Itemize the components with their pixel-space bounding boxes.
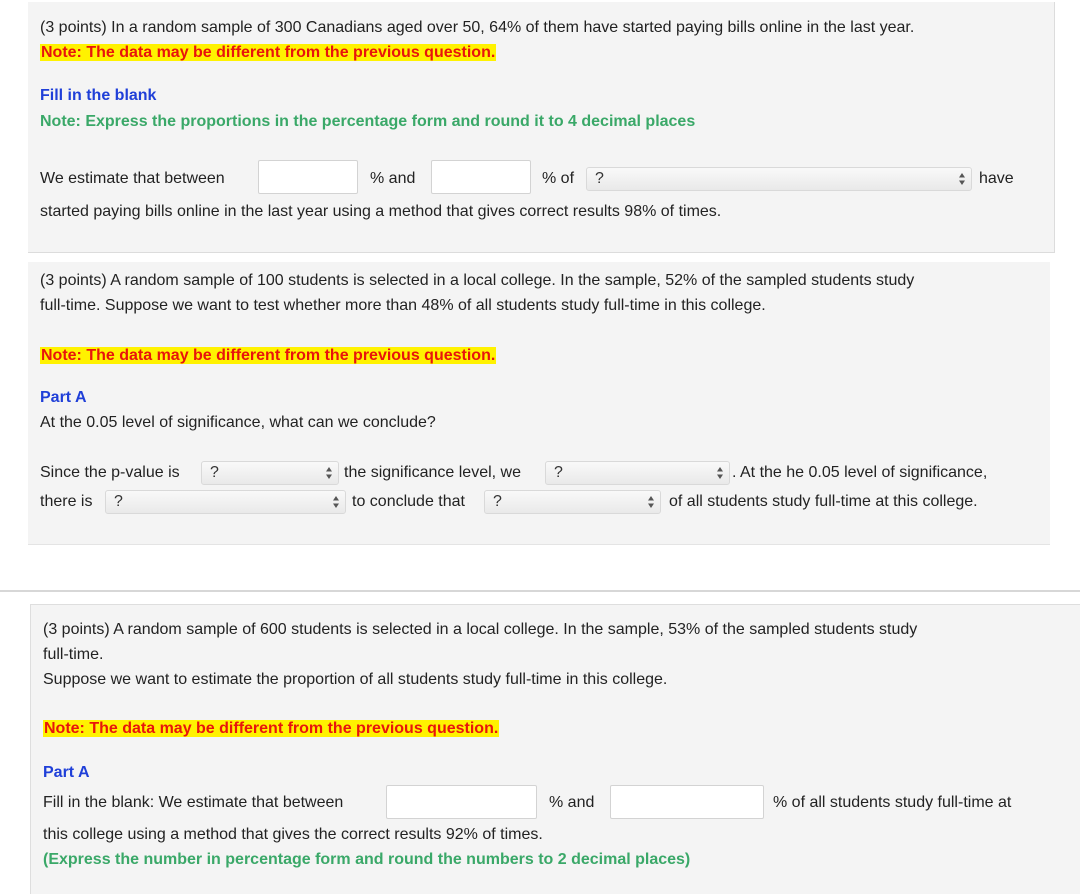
q2-since: Since the p-value is bbox=[40, 464, 180, 481]
q1-pct-and: % and bbox=[370, 170, 416, 187]
q2-pvalue-compare-select[interactable] bbox=[201, 461, 339, 485]
q1-population-select[interactable] bbox=[586, 167, 972, 191]
q1-have: have bbox=[979, 170, 1014, 187]
q3-fill-start: Fill in the blank: We estimate that between bbox=[43, 794, 344, 811]
updown-arrows-icon bbox=[325, 466, 333, 480]
q2-prompt-line2: full-time. Suppose we want to test whether more than 48% of all students study full-time in this college. bbox=[40, 297, 766, 314]
q2-at-level: . At the he 0.05 level of significance, bbox=[732, 464, 988, 481]
q2-decision-select[interactable] bbox=[545, 461, 730, 485]
q2-decision-select-value: ? bbox=[554, 464, 563, 481]
q2-evidence-select-value: ? bbox=[114, 493, 123, 510]
q1-pct-of: % of bbox=[542, 170, 575, 187]
updown-arrows-icon bbox=[332, 495, 340, 509]
q2-question: At the 0.05 level of significance, what can we conclude? bbox=[40, 414, 436, 431]
q2-pvalue-compare-select-value: ? bbox=[210, 464, 219, 481]
question-1-panel bbox=[28, 2, 1055, 253]
q3-prompt-line2: full-time. bbox=[43, 646, 104, 663]
q2-evidence-select[interactable] bbox=[105, 490, 346, 514]
q2-part-a: Part A bbox=[40, 389, 87, 406]
q1-prompt: (3 points) In a random sample of 300 Canadians aged over 50, 64% of them have started paying bills online in the last year. bbox=[40, 19, 915, 36]
q1-stmt-start: We estimate that between bbox=[40, 170, 225, 187]
question-3-panel bbox=[30, 604, 1080, 894]
updown-arrows-icon bbox=[716, 466, 724, 480]
q2-claim-select-value: ? bbox=[493, 493, 502, 510]
q1-population-select-value: ? bbox=[595, 170, 604, 187]
q3-express-note: (Express the number in percentage form and round the numbers to 2 decimal places) bbox=[43, 851, 691, 868]
q2-data-note: Note: The data may be different from the previous question. bbox=[41, 347, 496, 364]
q1-lower-bound-input[interactable] bbox=[258, 160, 358, 194]
q1-upper-bound-input[interactable] bbox=[431, 160, 531, 194]
q2-there-is: there is bbox=[40, 493, 93, 510]
q1-data-note: Note: The data may be different from the previous question. bbox=[41, 44, 496, 61]
section-divider bbox=[0, 590, 1080, 592]
q3-pct-and: % and bbox=[549, 794, 595, 811]
q3-part-a: Part A bbox=[43, 764, 90, 781]
q1-stmt-end: started paying bills online in the last year using a method that gives correct results 98% of times. bbox=[40, 203, 722, 220]
q3-prompt-line1: (3 points) A random sample of 600 students is selected in a local college. In the sample, 53% of the sampled students study bbox=[43, 621, 918, 638]
q3-line2: this college using a method that gives the correct results 92% of times. bbox=[43, 826, 543, 843]
q2-conclude: to conclude that bbox=[352, 493, 465, 510]
q1-express-note: Note: Express the proportions in the percentage form and round it to 4 decimal places bbox=[40, 113, 696, 130]
q2-prompt-line1: (3 points) A random sample of 100 students is selected in a local college. In the sample, 52% of the sampled students study bbox=[40, 272, 915, 289]
q2-sig-we: the significance level, we bbox=[344, 464, 521, 481]
updown-arrows-icon bbox=[647, 495, 655, 509]
q1-fill-heading: Fill in the blank bbox=[40, 87, 157, 104]
q3-pct-of-all: % of all students study full-time at bbox=[773, 794, 1012, 811]
q3-upper-bound-input[interactable] bbox=[610, 785, 764, 819]
updown-arrows-icon bbox=[958, 172, 966, 186]
q3-data-note: Note: The data may be different from the previous question. bbox=[44, 720, 499, 737]
q3-prompt-line3: Suppose we want to estimate the proportion of all students study full-time in this college. bbox=[43, 671, 668, 688]
q2-of-all: of all students study full-time at this college. bbox=[669, 493, 978, 510]
q2-claim-select[interactable] bbox=[484, 490, 661, 514]
q3-lower-bound-input[interactable] bbox=[386, 785, 537, 819]
question-2-panel bbox=[28, 262, 1050, 545]
